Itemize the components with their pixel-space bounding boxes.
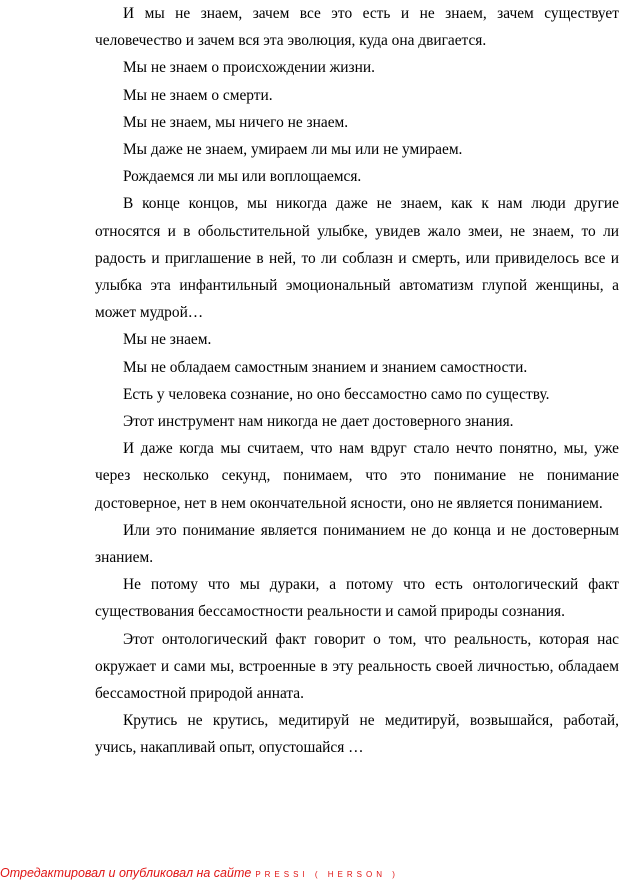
paragraph-3: Мы не знаем о смерти. xyxy=(123,86,273,104)
paragraph-13: Или это понимание является пониманием не до конца и не достоверным знанием. xyxy=(95,521,619,567)
paragraph-14: Не потому что мы дураки, а потому что есть онтологический факт существования бессамостности реальности и самой природы сознания. xyxy=(95,576,619,621)
paragraph-5: Мы даже не знаем, умираем ли мы или не умираем. xyxy=(123,141,463,159)
page-footer xyxy=(0,864,620,883)
paragraph-7: В конце концов, мы никогда даже не знаем, как к нам люди другие относятся и в обольстительной улыбке, увидев жало змеи, не знаем, то ли радость и приглашение в ней, то ли соблазн и смерть, или привиделось все и улыбка эта инфантильный эмоциональный автоматизм глупой женщины, а может мудрой… xyxy=(95,195,619,322)
paragraph-9: Мы не обладаем самостным знанием и знанием самостности. xyxy=(123,358,528,376)
paragraph-16: Крутись не крутись, медитируй не медитируй, возвышайся, работай, учись, накапливай опыт, опустошайся … xyxy=(95,712,619,757)
paragraph-15: Этот онтологический факт говорит о том, что реальность, которая нас окружает и сами мы, встроенные в эту реальность своей личностью, обладаем бессамостной природой анната. xyxy=(95,630,619,703)
paragraph-12: И даже когда мы считаем, что нам вдруг стало нечто понятно, мы, уже через несколько секунд, понимаем, что это понимание не понимание достоверное, нет в нем окончательной ясности, оно не является пониманием. xyxy=(95,440,619,512)
paragraph-1: И мы не знаем, зачем все это есть и не знаем, зачем существует человечество и зачем вся эта эволюция, куда она двигается. xyxy=(95,5,619,50)
paragraph-8: Мы не знаем. xyxy=(123,331,212,349)
document-page xyxy=(95,0,619,762)
paragraph-2: Мы не знаем о происхождении жизни. xyxy=(123,59,375,77)
paragraph-4: Мы не знаем, мы ничего не знаем. xyxy=(123,113,349,131)
footer-credit-text: Отредактировал и опубликовал на сайте xyxy=(0,866,252,880)
paragraph-6: Рождаемся ли мы или воплощаемся. xyxy=(123,168,362,186)
paragraph-10: Есть у человека сознание, но оно бессамостно само по существу. xyxy=(123,385,550,403)
footer-site-brand[interactable]: PRESSI ( HERSON ) xyxy=(255,870,399,879)
paragraph-11: Этот инструмент нам никогда не дает достоверного знания. xyxy=(123,413,514,431)
